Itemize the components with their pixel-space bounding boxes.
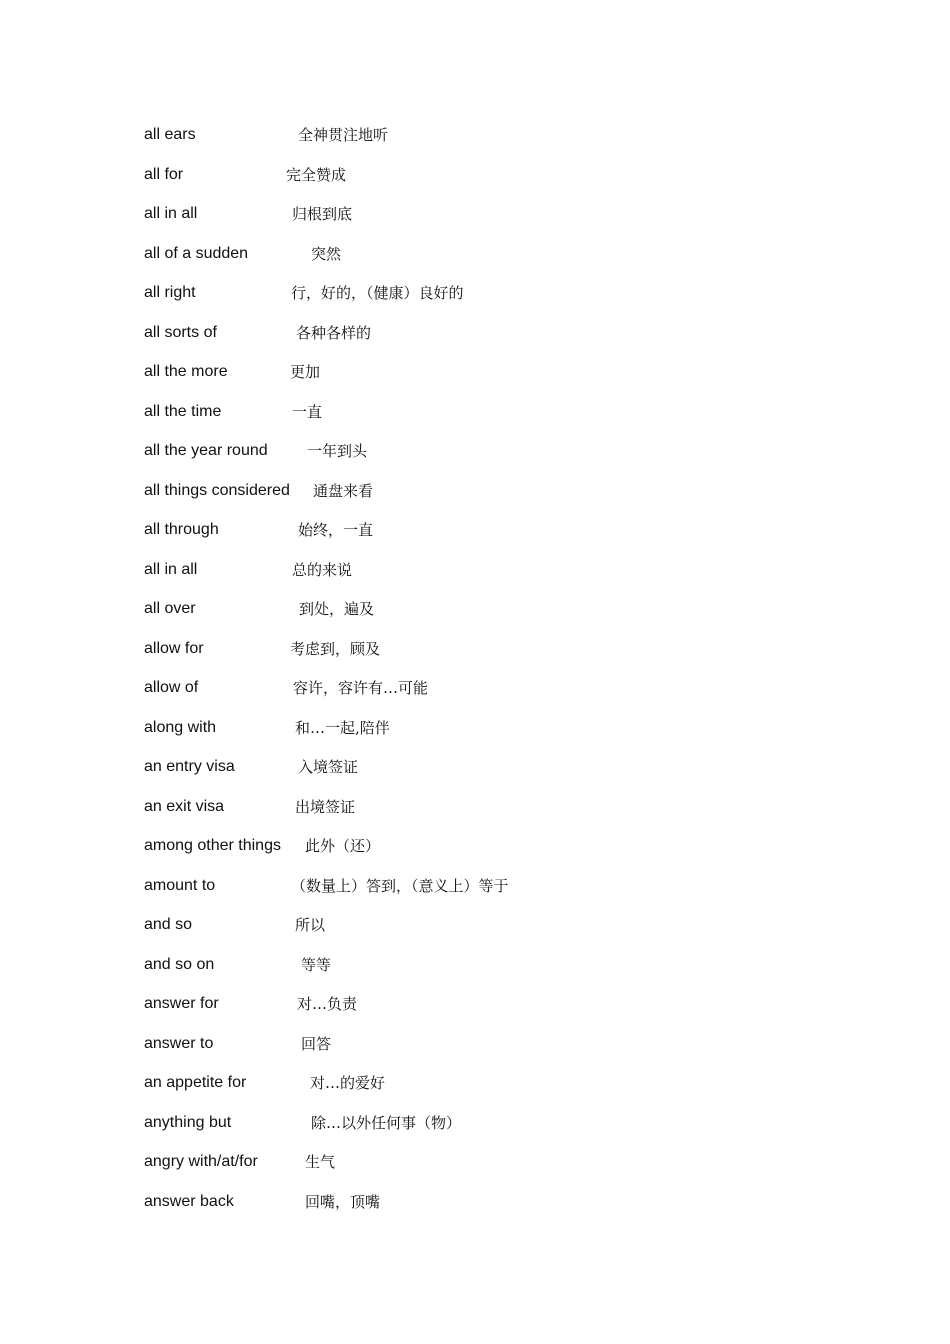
phrase-term: all in all [144, 205, 198, 222]
phrase-meaning: 此外（还） [305, 837, 381, 855]
list-item [0, 479, 950, 503]
phrase-meaning: 出境签证 [295, 798, 356, 816]
phrase-meaning: 对…的爱好 [310, 1074, 386, 1092]
phrase-term: allow of [144, 679, 199, 696]
phrase-meaning: 和…一起,陪伴 [295, 719, 390, 737]
list-item [0, 518, 950, 542]
list-item [0, 242, 950, 266]
phrase-term: all the time [144, 403, 222, 420]
phrase-term: all in all [144, 561, 198, 578]
list-item [0, 1190, 950, 1214]
phrase-term: and so [144, 916, 193, 933]
phrase-meaning: （数量上）答到，（意义上）等于 [291, 877, 509, 895]
phrase-term: an appetite for [144, 1074, 247, 1091]
phrase-meaning: 入境签证 [298, 758, 359, 776]
list-item [0, 360, 950, 384]
list-item [0, 913, 950, 937]
phrase-term: all the year round [144, 442, 268, 459]
list-item [0, 874, 950, 898]
list-item [0, 597, 950, 621]
phrase-term: angry with/at/for [144, 1153, 258, 1170]
phrase-term: allow for [144, 640, 204, 657]
phrase-meaning: 更加 [290, 363, 321, 381]
list-item [0, 202, 950, 226]
list-item [0, 400, 950, 424]
phrase-meaning: 到处，遍及 [299, 600, 375, 618]
phrase-meaning: 一直 [292, 403, 323, 421]
phrase-term: all sorts of [144, 324, 217, 341]
phrase-meaning: 全神贯注地听 [298, 126, 389, 144]
list-item [0, 676, 950, 700]
phrase-term: anything but [144, 1114, 232, 1131]
list-item [0, 834, 950, 858]
phrase-term: all over [144, 600, 196, 617]
list-item [0, 716, 950, 740]
phrase-meaning: 一年到头 [307, 442, 368, 460]
list-item [0, 1071, 950, 1095]
list-item [0, 321, 950, 345]
phrase-term: all through [144, 521, 219, 538]
phrase-term: all things considered [144, 482, 290, 499]
list-item [0, 1150, 950, 1174]
phrase-meaning: 始终，一直 [298, 521, 374, 539]
phrase-meaning: 容许，容许有…可能 [293, 679, 429, 697]
phrase-meaning: 对…负责 [297, 995, 358, 1013]
phrase-term: all right [144, 284, 196, 301]
list-item [0, 439, 950, 463]
phrase-term: and so on [144, 956, 215, 973]
phrase-term: answer for [144, 995, 219, 1012]
phrase-meaning: 通盘来看 [313, 482, 374, 500]
phrase-meaning: 生气 [305, 1153, 336, 1171]
phrase-term: amount to [144, 877, 216, 894]
phrase-term: all ears [144, 126, 196, 143]
phrase-meaning: 考虑到，顾及 [290, 640, 381, 658]
phrase-term: all of a sudden [144, 245, 249, 262]
phrase-meaning: 所以 [295, 916, 326, 934]
phrase-meaning: 行，好的，（健康）良好的 [291, 284, 464, 302]
phrase-term: all for [144, 166, 184, 183]
phrase-term: an entry visa [144, 758, 235, 775]
list-item [0, 163, 950, 187]
list-item [0, 953, 950, 977]
phrase-meaning: 归根到底 [292, 205, 353, 223]
list-item [0, 637, 950, 661]
phrase-meaning: 总的来说 [292, 561, 353, 579]
phrase-term: along with [144, 719, 217, 736]
list-item [0, 123, 950, 147]
list-item [0, 1111, 950, 1135]
phrase-term: an exit visa [144, 798, 225, 815]
phrase-meaning: 回答 [301, 1035, 332, 1053]
phrase-term: all the more [144, 363, 228, 380]
phrase-meaning: 各种各样的 [296, 324, 372, 342]
phrase-meaning: 等等 [301, 956, 332, 974]
list-item [0, 558, 950, 582]
phrase-term: answer to [144, 1035, 214, 1052]
phrase-meaning: 除…以外任何事（物） [311, 1114, 462, 1132]
list-item [0, 1032, 950, 1056]
phrase-term: answer back [144, 1193, 234, 1210]
phrase-meaning: 回嘴，顶嘴 [305, 1193, 381, 1211]
phrase-term: among other things [144, 837, 281, 854]
list-item [0, 795, 950, 819]
phrase-meaning: 突然 [311, 245, 342, 263]
list-item [0, 281, 950, 305]
phrase-meaning: 完全赞成 [286, 166, 347, 184]
list-item [0, 992, 950, 1016]
list-item [0, 755, 950, 779]
